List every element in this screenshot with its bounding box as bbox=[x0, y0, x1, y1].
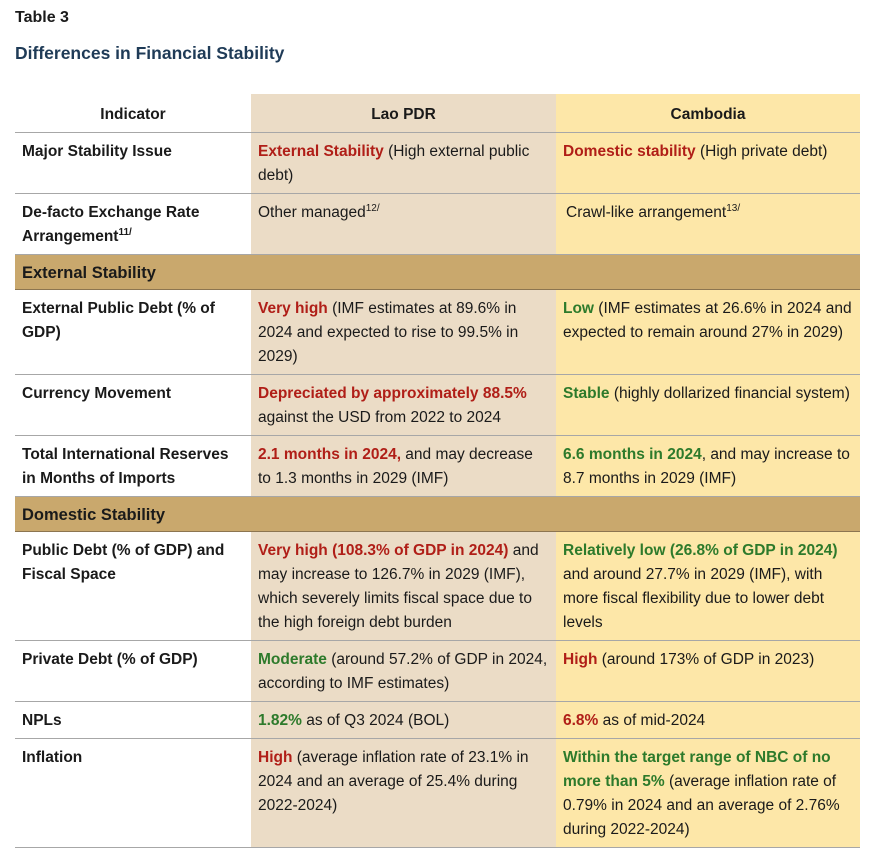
lao-text: (High external public debt) bbox=[258, 143, 530, 184]
table-row bbox=[15, 739, 860, 848]
indicator-cell: Major Stability Issue bbox=[15, 133, 251, 194]
indicator-cell: External Public Debt (% of GDP) bbox=[15, 290, 251, 375]
lao-cell bbox=[251, 436, 556, 497]
section-heading: External Stability bbox=[15, 255, 860, 290]
table-row bbox=[15, 641, 860, 702]
cambodia-highlight: Within the target range of NBC of no more than 5% bbox=[563, 749, 831, 790]
lao-cell bbox=[251, 739, 556, 848]
lao-cell bbox=[251, 290, 556, 375]
lao-highlight: Very high (108.3% of GDP in 2024) bbox=[258, 542, 509, 559]
cambodia-cell bbox=[556, 436, 860, 497]
cambodia-highlight: High bbox=[563, 651, 598, 668]
cambodia-text: (highly dollarized financial system) bbox=[609, 385, 850, 402]
lao-text: (IMF estimates at 89.6% in 2024 and expected to rise to 99.5% in 2029) bbox=[258, 300, 519, 365]
table-row bbox=[15, 375, 860, 436]
indicator-cell: Inflation bbox=[15, 739, 251, 848]
lao-text: as of Q3 2024 (BOL) bbox=[301, 712, 450, 729]
footnote-ref: 11/ bbox=[118, 226, 132, 238]
cambodia-highlight: 6.8% bbox=[563, 712, 599, 729]
cambodia-highlight: Relatively low (26.8% of GDP in 2024) bbox=[563, 542, 838, 559]
lao-text: (average inflation rate of 23.1% in 2024 and an average of 25.4% during 2022-2024) bbox=[258, 749, 529, 814]
footnote-ref: 13/ bbox=[726, 202, 741, 214]
lao-text: against the USD from 2022 to 2024 bbox=[258, 409, 501, 426]
cambodia-cell bbox=[556, 739, 860, 848]
lao-cell bbox=[251, 375, 556, 436]
lao-text: Other managed bbox=[258, 204, 366, 221]
table-row bbox=[15, 532, 860, 641]
cambodia-highlight: Stable bbox=[563, 385, 610, 402]
section-row-external bbox=[15, 255, 860, 290]
indicator-cell: Total International Reserves in Months of Imports bbox=[15, 436, 251, 497]
table-label: Table 3 bbox=[15, 9, 69, 26]
lao-cell bbox=[251, 532, 556, 641]
indicator-cell: Private Debt (% of GDP) bbox=[15, 641, 251, 702]
cambodia-cell bbox=[556, 133, 860, 194]
indicator-cell: Currency Movement bbox=[15, 375, 251, 436]
indicator-cell bbox=[15, 194, 251, 255]
cambodia-text: (IMF estimates at 26.6% in 2024 and expected to remain around 27% in 2029) bbox=[563, 300, 852, 341]
indicator-cell: NPLs bbox=[15, 702, 251, 739]
cambodia-highlight: 6.6 months in 2024 bbox=[563, 446, 702, 463]
cambodia-highlight: Low bbox=[563, 300, 594, 317]
cambodia-cell bbox=[556, 702, 860, 739]
footnote-ref: 12/ bbox=[365, 202, 380, 214]
cambodia-text: Crawl-like arrangement bbox=[566, 204, 727, 221]
lao-text: and may increase to 126.7% in 2029 (IMF), which severely limits fiscal space due to the high foreign debt burden bbox=[258, 542, 539, 631]
lao-highlight: External Stability bbox=[258, 143, 384, 160]
cambodia-cell bbox=[556, 290, 860, 375]
cambodia-text: as of mid-2024 bbox=[598, 712, 706, 729]
lao-highlight: Very high bbox=[258, 300, 328, 317]
header-row bbox=[15, 94, 860, 133]
header-cambodia: Cambodia bbox=[556, 94, 860, 133]
lao-cell bbox=[251, 641, 556, 702]
lao-cell bbox=[251, 702, 556, 739]
cambodia-text: , and may increase to 8.7 months in 2029 (IMF) bbox=[563, 446, 850, 487]
cambodia-text: and around 27.7% in 2029 (IMF), with more fiscal flexibility due to lower debt levels bbox=[563, 566, 825, 631]
lao-highlight: 1.82% bbox=[258, 712, 302, 729]
cambodia-cell bbox=[556, 375, 860, 436]
lao-highlight: High bbox=[258, 749, 293, 766]
lao-highlight: Depreciated by approximately 88.5% bbox=[258, 385, 527, 402]
cambodia-cell bbox=[556, 194, 860, 255]
lao-highlight: 2.1 months in 2024, bbox=[258, 446, 401, 463]
cambodia-highlight: Domestic stability bbox=[563, 143, 696, 160]
lao-cell bbox=[251, 133, 556, 194]
cambodia-cell bbox=[556, 641, 860, 702]
cambodia-text: (average inflation rate of 0.79% in 2024 and an average of 2.76% during 2022-2024) bbox=[563, 773, 840, 838]
header-indicator: Indicator bbox=[15, 94, 251, 133]
table-row bbox=[15, 194, 860, 255]
header-lao: Lao PDR bbox=[251, 94, 556, 133]
indicator-cell: Public Debt (% of GDP) and Fiscal Space bbox=[15, 532, 251, 641]
table-row bbox=[15, 133, 860, 194]
table-row bbox=[15, 436, 860, 497]
table-title: Differences in Financial Stability bbox=[15, 43, 285, 63]
cambodia-cell bbox=[556, 532, 860, 641]
lao-cell bbox=[251, 194, 556, 255]
lao-text: (around 57.2% of GDP in 2024, according to IMF estimates) bbox=[258, 651, 548, 692]
cambodia-text: (around 173% of GDP in 2023) bbox=[597, 651, 815, 668]
lao-highlight: Moderate bbox=[258, 651, 327, 668]
section-heading: Domestic Stability bbox=[15, 497, 860, 532]
indicator-text: De-facto Exchange Rate Arrangement bbox=[22, 204, 200, 245]
cambodia-text: (High private debt) bbox=[695, 143, 828, 160]
table-row bbox=[15, 290, 860, 375]
lao-text: and may decrease to 1.3 months in 2029 (IMF) bbox=[258, 446, 533, 487]
section-row-domestic bbox=[15, 497, 860, 532]
stability-table bbox=[15, 94, 860, 848]
table-row bbox=[15, 702, 860, 739]
